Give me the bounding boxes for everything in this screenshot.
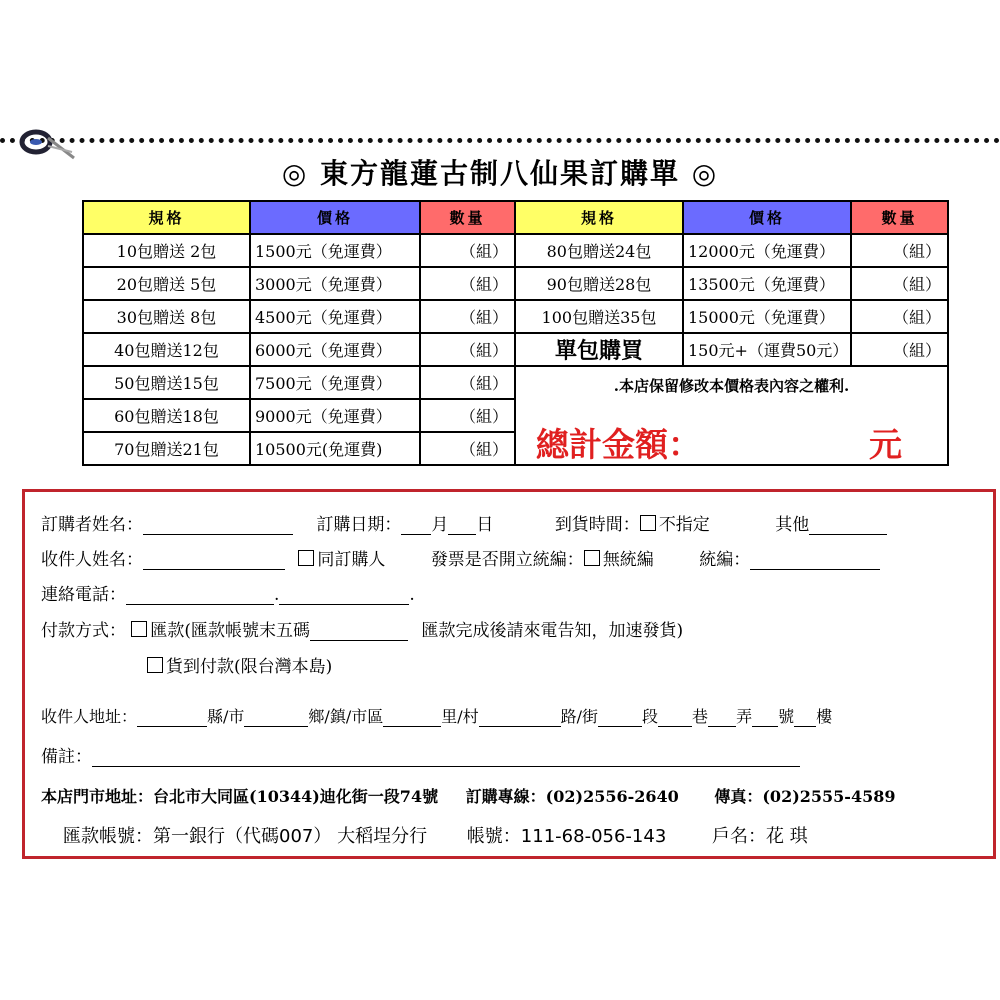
form-row-store [41, 784, 895, 807]
price-note: .本店保留修改本價格表內容之權利. [613, 377, 850, 395]
phone-label: 連絡電話： [41, 585, 126, 605]
form-row-cod [147, 652, 332, 677]
road-field[interactable] [479, 708, 561, 727]
qty-cell[interactable]: （組） [851, 234, 948, 267]
month-label: 月 [431, 515, 449, 535]
number-label: 號 [778, 707, 795, 726]
cut-line [0, 138, 1000, 143]
form-row-address [41, 704, 832, 727]
account-name: 戶名：花 琪 [712, 826, 808, 847]
alley-field[interactable] [708, 708, 736, 727]
alley-label: 弄 [736, 707, 753, 726]
floor-label: 樓 [816, 707, 833, 726]
qty-cell[interactable]: （組） [420, 300, 515, 333]
spec-cell: 70包贈送21包 [83, 432, 250, 465]
bank-account: 匯款帳號：第一銀行（代碼007） 大稻埕分行 [63, 826, 428, 847]
header-spec: 規格 [83, 201, 250, 234]
header-spec: 規格 [515, 201, 683, 234]
price-table [82, 200, 949, 466]
note-total-cell [515, 366, 948, 465]
price-cell: 150元+（運費50元） [683, 333, 851, 366]
month-field[interactable] [401, 516, 431, 535]
account-number: 帳號：111-68-056-143 [466, 826, 667, 847]
page-title: ◎ 東方龍蓮古制八仙果訂購單 ◎ [281, 157, 719, 190]
spec-cell: 30包贈送 8包 [83, 300, 250, 333]
address-label: 收件人地址： [41, 707, 138, 726]
same-as-orderer-label: 同訂購人 [317, 550, 386, 570]
no-preference-checkbox[interactable] [640, 515, 656, 531]
spec-cell: 40包贈送12包 [83, 333, 250, 366]
form-row-orderer [41, 510, 887, 535]
no-tax-id-checkbox[interactable] [584, 550, 600, 566]
remarks-field[interactable] [92, 748, 800, 767]
order-line: 訂購專線：(02)2556-2640 [465, 787, 679, 806]
fax: 傳真：(02)2555-4589 [714, 787, 896, 806]
total-amount [536, 419, 902, 466]
lane-field[interactable] [658, 708, 692, 727]
header-price: 價格 [250, 201, 420, 234]
section-field[interactable] [598, 708, 642, 727]
tax-id-field[interactable] [750, 551, 880, 570]
order-form [22, 489, 996, 859]
spec-cell: 90包贈送28包 [515, 267, 683, 300]
order-date-label: 訂購日期： [316, 515, 402, 535]
price-cell: 4500元（免運費） [250, 300, 420, 333]
cod-checkbox[interactable] [147, 657, 163, 673]
qty-cell[interactable]: （組） [420, 234, 515, 267]
header-price: 價格 [683, 201, 851, 234]
spec-cell: 50包贈送15包 [83, 366, 250, 399]
price-cell: 7500元（免運費） [250, 366, 420, 399]
total-unit: 元 [869, 425, 902, 464]
no-preference-label: 不指定 [658, 515, 710, 535]
qty-cell[interactable]: （組） [420, 399, 515, 432]
receiver-name-field[interactable] [143, 551, 285, 570]
form-row-remarks [41, 742, 800, 767]
payment-method-label: 付款方式： [41, 621, 126, 641]
remit-digits-field[interactable] [310, 622, 408, 641]
remit-checkbox[interactable] [131, 621, 147, 637]
spec-cell-single: 單包購買 [515, 333, 683, 366]
price-cell: 3000元（免運費） [250, 267, 420, 300]
spec-cell: 60包贈送18包 [83, 399, 250, 432]
header-qty: 數量 [851, 201, 948, 234]
village-label: 里/村 [441, 707, 479, 726]
qty-cell[interactable]: （組） [420, 432, 515, 465]
village-field[interactable] [383, 708, 441, 727]
spec-cell: 100包贈送35包 [515, 300, 683, 333]
receiver-name-label: 收件人姓名： [41, 550, 143, 570]
town-field[interactable] [244, 708, 308, 727]
form-row-bank [63, 822, 808, 848]
phone-field-1[interactable] [126, 586, 274, 605]
form-row-phone: 連絡電話： . . [41, 585, 415, 605]
price-cell: 9000元（免運費） [250, 399, 420, 432]
orderer-name-field[interactable] [143, 516, 293, 535]
store-address: 本店門市地址：台北市大同區(10344)迪化街一段74號 [41, 787, 439, 806]
form-row-receiver [41, 545, 880, 570]
qty-cell[interactable]: （組） [851, 300, 948, 333]
header-qty: 數量 [420, 201, 515, 234]
price-cell: 6000元（免運費） [250, 333, 420, 366]
lane-label: 巷 [692, 707, 709, 726]
same-as-orderer-checkbox[interactable] [298, 550, 314, 566]
town-label: 鄉/鎮/市區 [308, 707, 384, 726]
other-field[interactable] [809, 516, 887, 535]
form-row-payment [41, 616, 683, 641]
county-label: 縣/市 [207, 707, 245, 726]
arrival-time-label: 到貨時間： [554, 515, 640, 535]
qty-cell[interactable]: （組） [851, 333, 948, 366]
cod-label: 貨到付款(限台灣本島) [166, 657, 333, 677]
other-label: 其他 [775, 515, 810, 535]
spec-cell: 20包贈送 5包 [83, 267, 250, 300]
remarks-label: 備註： [41, 747, 92, 767]
price-cell: 10500元(免運費) [250, 432, 420, 465]
tax-id-label: 統編： [699, 550, 751, 570]
day-label: 日 [476, 515, 494, 535]
price-cell: 13500元（免運費） [683, 267, 851, 300]
floor-field[interactable] [794, 708, 816, 727]
invoice-question-label: 發票是否開立統編： [430, 550, 584, 570]
price-cell: 12000元（免運費） [683, 234, 851, 267]
orderer-name-label: 訂購者姓名： [41, 515, 143, 535]
qty-cell[interactable]: （組） [420, 333, 515, 366]
total-blank[interactable] [701, 434, 869, 466]
total-label: 總計金額： [536, 425, 701, 464]
road-label: 路/街 [560, 707, 599, 726]
qty-cell[interactable]: （組） [420, 366, 515, 399]
number-field[interactable] [752, 708, 778, 727]
county-field[interactable] [137, 708, 207, 727]
section-label: 段 [642, 707, 659, 726]
phone-field-2[interactable] [279, 586, 409, 605]
day-field[interactable] [448, 516, 476, 535]
no-tax-id-label: 無統編 [602, 550, 654, 570]
spec-cell: 80包贈送24包 [515, 234, 683, 267]
price-cell: 1500元（免運費） [250, 234, 420, 267]
remit-note: 匯款完成後請來電告知，加速發貨) [421, 621, 684, 641]
qty-cell[interactable]: （組） [420, 267, 515, 300]
price-cell: 15000元（免運費） [683, 300, 851, 333]
spec-cell: 10包贈送 2包 [83, 234, 250, 267]
remit-label: 匯款(匯款帳號末五碼 [150, 621, 311, 641]
qty-cell[interactable]: （組） [851, 267, 948, 300]
